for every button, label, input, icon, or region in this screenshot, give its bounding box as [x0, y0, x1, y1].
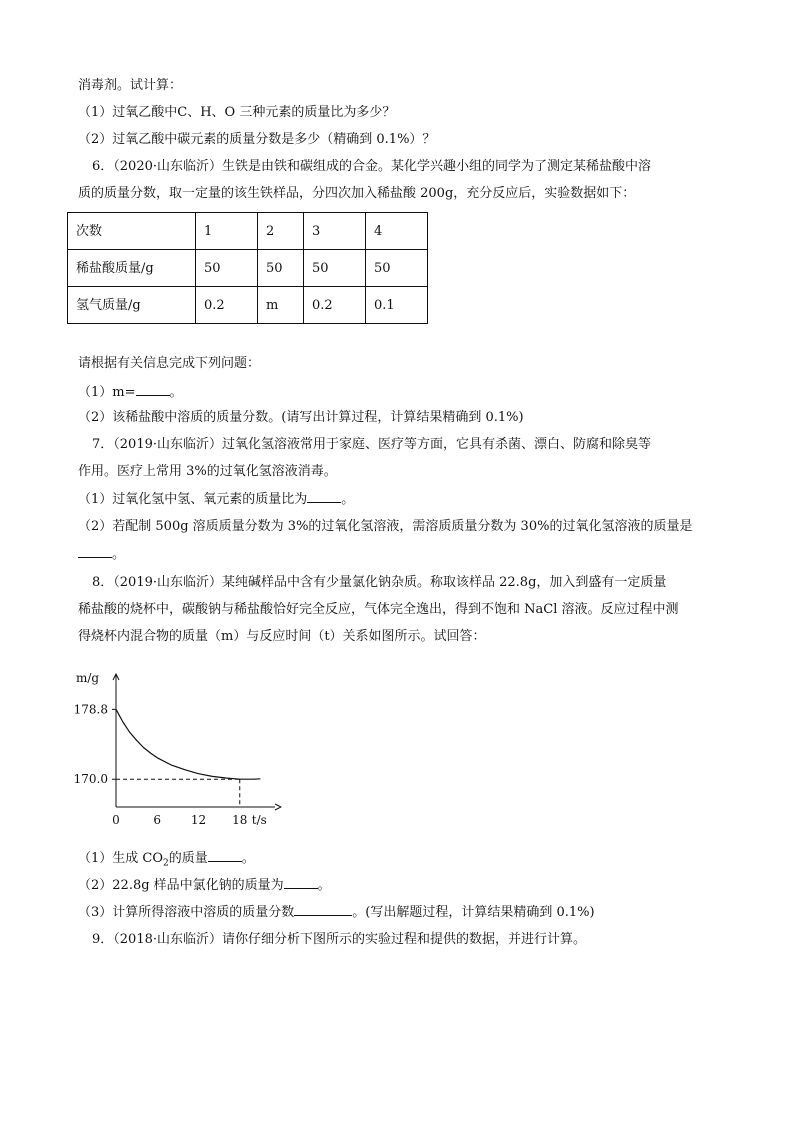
- table-cell: 1: [196, 213, 258, 250]
- answer-blank: [294, 905, 352, 916]
- table-cell: 2: [258, 213, 304, 250]
- chart-series: [116, 709, 260, 779]
- table-cell: 4: [366, 213, 428, 250]
- y-tick-label: 178.8: [73, 702, 108, 717]
- table-row: [68, 250, 428, 287]
- q7-stem-line2: 作用。医疗上常用 3%的过氧化氢溶液消毒。: [78, 464, 337, 479]
- q6-instructions: 请根据有关信息完成下列问题：: [78, 356, 261, 371]
- period: 。: [112, 547, 126, 562]
- table-cell: 0.1: [366, 287, 428, 324]
- q6-stem-line1: 6．（2020·山东临沂）生铁是由铁和碳组成的合金。某化学兴趣小组的同学为了测定某稀盐酸中溶: [92, 159, 651, 174]
- table-cell: 50: [196, 250, 258, 287]
- y-axis-label: m/g: [76, 671, 100, 685]
- q5-part1: （1）过氧乙酸中C、H、O 三种元素的质量比为多少？: [78, 105, 396, 120]
- q6-part1-text: （1）m=: [78, 385, 136, 400]
- chart-guides: [116, 779, 240, 807]
- period: 。: [241, 851, 255, 866]
- period: 。: [341, 492, 355, 507]
- x-axis-arrow: [275, 804, 281, 810]
- line-intro: 消毒剂。试计算：: [78, 78, 183, 93]
- y-tick-label: 170.0: [73, 772, 108, 787]
- q8-stem-line1: 8．（2019·山东临沂）某纯碱样品中含有少量氯化钠杂质。称取该样品 22.8g，加入到盛有一定质量: [92, 575, 667, 590]
- table-row: [68, 213, 428, 250]
- q7-stem-line1: 7．（2019·山东临沂）过氧化氢溶液常用于家庭、医疗等方面，它具有杀菌、漂白、防腐和除臭等: [92, 437, 651, 452]
- q7-part1: [78, 492, 354, 506]
- q8-part3-text: （3）计算所得溶液中溶质的质量分数: [78, 905, 295, 920]
- q8-part2-text: （2）22.8g 样品中氯化钠的质量为: [78, 878, 284, 893]
- x-axis-label: t/s: [251, 813, 267, 827]
- table-cell: 0.2: [304, 287, 366, 324]
- q7-part2: （2）若配制 500g 溶质质量分数为 3%的过氧化氢溶液，需溶质质量分数为 30%的过氧化氢溶液的质量是: [78, 519, 693, 534]
- q8-part2: [78, 878, 331, 892]
- period: 。: [169, 385, 183, 400]
- table-cell: m: [258, 287, 304, 324]
- mass-time-chart: [72, 658, 282, 838]
- q8-part3-text2: 。(写出解题过程，计算结果精确到 0.1%): [352, 905, 595, 920]
- x-tick-label: 0: [112, 813, 120, 827]
- q8-part1-text2: 的质量: [168, 851, 208, 866]
- table-row: [68, 287, 428, 324]
- table-cell: 3: [304, 213, 366, 250]
- q6-part1: [78, 385, 183, 399]
- x-tick-label: 12: [190, 813, 207, 827]
- q8-part3: [78, 905, 595, 919]
- answer-blank: [307, 492, 341, 503]
- data-table: [67, 212, 428, 324]
- table-cell: 0.2: [196, 287, 258, 324]
- table-cell: 50: [366, 250, 428, 287]
- q7-part1-text: （1）过氧化氢中氢、氧元素的质量比为: [78, 492, 308, 507]
- x-tick-label: 18: [232, 813, 248, 827]
- table-cell: 稀盐酸质量/g: [68, 250, 196, 287]
- subscript-2: 2: [163, 858, 169, 869]
- q8-stem-line2: 稀盐酸的烧杯中，碳酸钠与稀盐酸恰好完全反应，气体完全逸出，得到不饱和 NaCl 溶液。反应过程中测: [78, 602, 679, 617]
- answer-blank: [136, 385, 170, 396]
- chart-ticks: [74, 702, 248, 827]
- answer-blank: [208, 851, 242, 862]
- q9-stem: 9．（2018·山东临沂）请你仔细分析下图所示的实验过程和提供的数据，并进行计算。: [92, 932, 586, 947]
- q6-stem-line2: 质的质量分数，取一定量的该生铁样品，分四次加入稀盐酸 200g，充分反应后，实验数据如下：: [78, 186, 636, 201]
- q7-part2-answer: [78, 547, 125, 561]
- table-cell: 50: [304, 250, 366, 287]
- q6-part2: （2）该稀盐酸中溶质的质量分数。(请写出计算过程，计算结果精确到 0.1%): [78, 410, 524, 425]
- series-line-mass: [116, 709, 260, 779]
- period: 。: [317, 878, 331, 893]
- q8-part1: [78, 851, 255, 869]
- x-tick-label: 6: [153, 813, 162, 827]
- q5-part2: （2）过氧乙酸中碳元素的质量分数是多少（精确到 0.1%）？: [78, 132, 436, 147]
- chart-axes: [73, 671, 281, 827]
- table-cell: 次数: [68, 213, 196, 250]
- table-cell: 氢气质量/g: [68, 287, 196, 324]
- answer-blank: [78, 547, 112, 558]
- q8-stem-line3: 得烧杯内混合物的质量（m）与反应时间（t）关系如图所示。试回答：: [78, 629, 486, 644]
- q8-part1-text: （1）生成 CO: [78, 851, 164, 866]
- table-cell: 50: [258, 250, 304, 287]
- answer-blank: [284, 878, 318, 889]
